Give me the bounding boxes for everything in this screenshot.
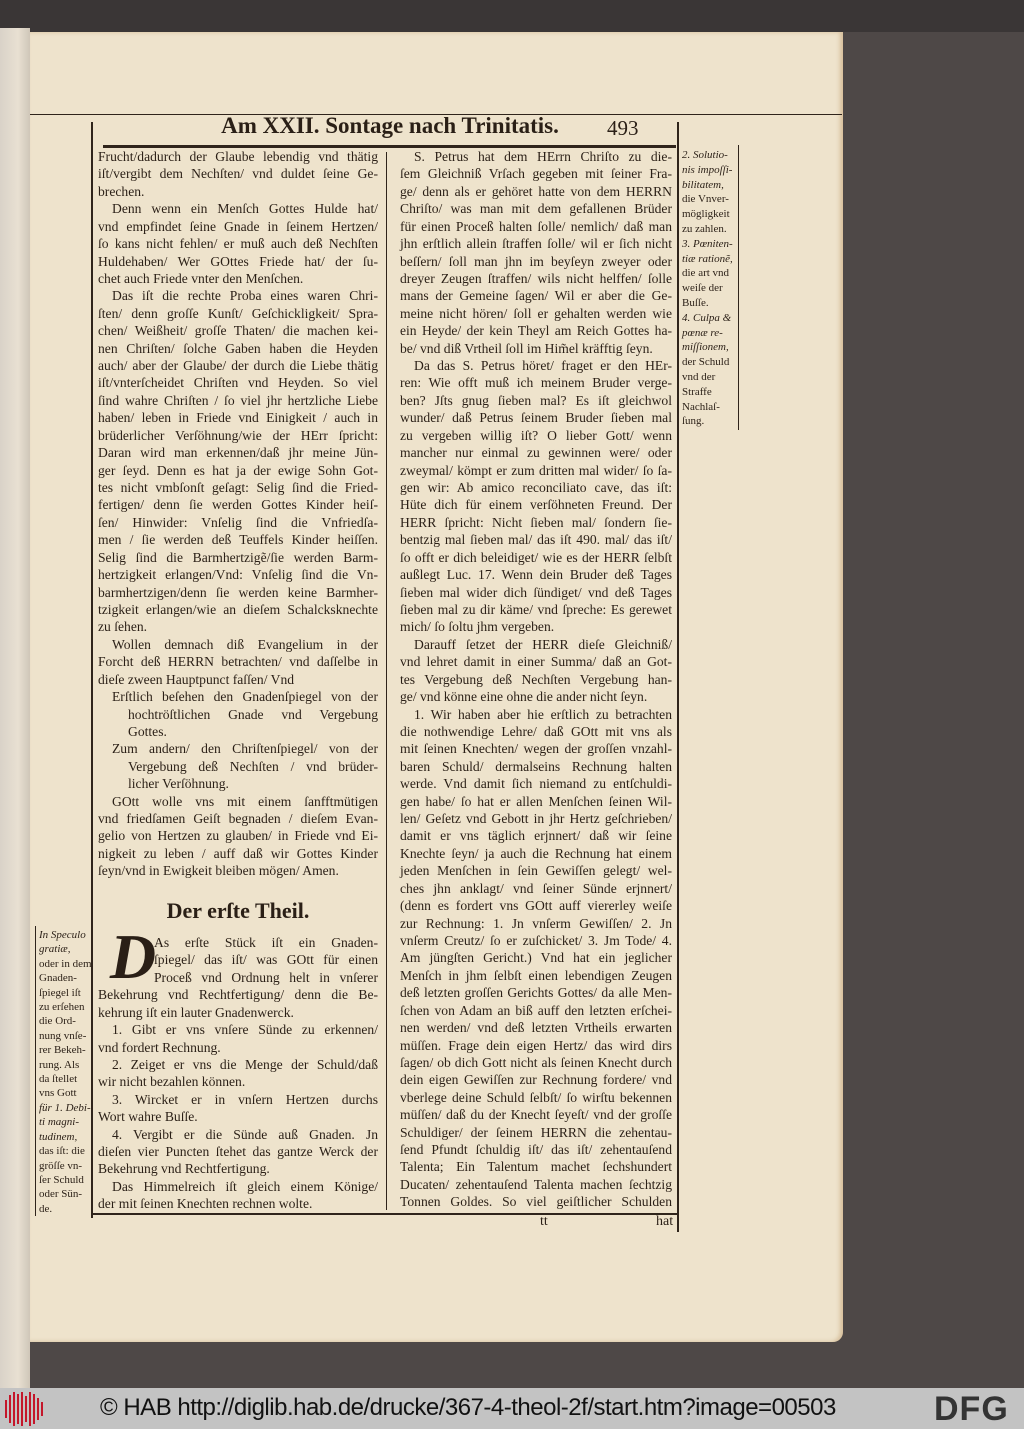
text-line: Menſch in jhm ſelbſt einen lebendigen Zeugen: [400, 967, 672, 983]
text-line: kehrung iſt ein lauter Gnadenwerck.: [98, 1004, 294, 1020]
text-line: ſend Pfundt ſchuldig iſt/ das iſt/ zehentauſend: [400, 1142, 672, 1158]
text-line: chen/ Weißheit/ groſſe Thaten/ die machen kei-: [98, 323, 378, 339]
text-line: gelio von Hertzen zu glauben/ in Friede vnd Ei-: [98, 828, 378, 844]
text-line: Chriſto/ was man mit dem gefallenen Brüder: [400, 201, 672, 217]
text-line: Das Himmelreich iſt gleich einem Könige/: [112, 1178, 378, 1194]
text-line: ſo offt er dich beleidiget/ wie es der HERR ſelbſt: [400, 549, 672, 565]
margin-note-line: ſpiegel iſt: [39, 986, 81, 999]
text-line: nen werden/ vnd deß letzten Vrtheils erwarten: [400, 1020, 672, 1036]
margin-note-line: rer Bekeh-: [39, 1044, 86, 1057]
margin-note-line: tudinem,: [39, 1130, 78, 1143]
margin-note-line: da ſtellet: [39, 1073, 78, 1086]
text-line: beſſern/ ſoll man jhn im beyſeyn zweyer oder: [400, 253, 672, 269]
text-line: tes nicht vmbſonſt geſagt: Selig ſind die Fried-: [98, 480, 378, 496]
text-line: vnd lehret damit in einer Summa/ daß an Got-: [400, 654, 672, 670]
text-line: ben? Jſts gnug ſieben mal? Es iſt gleichwol: [400, 392, 672, 408]
margin-note-line: mögligkeit: [682, 208, 730, 221]
text-line: haben/ leben in Friede vnd Einigkeit / auch in: [98, 410, 378, 426]
text-line: ſo kans nicht fehlen/ er muß auch deß Nechſten: [98, 236, 378, 252]
margin-note-line: pœnæ re-: [682, 326, 723, 339]
text-line: ge/ vnd könne eine ohne die ander nicht ſeyn.: [400, 689, 648, 705]
text-line: zu ſehen.: [98, 619, 148, 635]
text-line: ſieben mal wider dich ſündiget/ vnd deß Tages: [400, 584, 672, 600]
left-column-text: [98, 148, 378, 880]
text-line: Bekehrung vnd Rechtfertigung.: [98, 1161, 270, 1177]
text-line: iſt/vnterſcheidet Chriſten vnd Heyden. So viel: [98, 375, 378, 391]
text-line: As erſte Stück iſt ein Gnaden-: [154, 935, 378, 950]
catchword: hat: [656, 1214, 674, 1229]
margin-note-line: vns Gott: [39, 1087, 77, 1100]
text-line: ſem Gleichniß Vrſach gegeben mit ſeiner Fra-: [400, 166, 672, 182]
dfg-logo: DFG: [934, 1390, 1009, 1428]
scan-background-top: [0, 0, 1024, 32]
text-line: wir nicht bezahlen können.: [98, 1074, 246, 1090]
text-line: Tonnen Goldes. So viel geiſtlicher Schulden: [400, 1194, 672, 1210]
text-line: Denn wenn ein Menſch Gottes Hulde hat/: [112, 201, 378, 217]
margin-note-line: de.: [39, 1202, 53, 1215]
previous-page-edge: [0, 28, 30, 1388]
text-line: meine nicht hören/ ſoll er gehalten werden wie: [400, 305, 672, 321]
text-line: mans der Gemeine ſagen/ Wil er aber die Ge-: [400, 288, 672, 304]
text-line: jeden Menſchen in ſein Gewiſſen gelegt/ wel-: [400, 863, 672, 879]
text-line: Hüte dich für einem verſöhneten Freund. Der: [400, 497, 672, 513]
hab-logo-icon: [5, 1392, 47, 1426]
right-frame-rule: [677, 122, 679, 1232]
text-line: Schuldiger/ der ſeinem HERRN die zehentau-: [400, 1124, 672, 1140]
text-line: iſt/vergibt dem Nechſten/ vnd duldet ſeine Ge-: [98, 166, 378, 182]
margin-note-line: 4. Culpa &: [682, 311, 732, 324]
text-line: zu vergeben willig iſt? O lieber Gott/ wenn: [400, 427, 672, 443]
text-line: damit er vns täglich erjnnert/ daß wir ſeine: [400, 828, 672, 844]
text-line: licher Verſöhnung.: [128, 776, 229, 792]
text-line: ſten/ denn groſſe Kunſt/ Geſchickligkeit/ Spra-: [98, 305, 378, 321]
margin-note-line: tiæ rationẽ,: [682, 252, 733, 265]
text-line: hertzigkeit erlangen/Vnd: Vnſelig ſind die Vn-: [98, 567, 378, 583]
text-line: Knechte ſeyn/ ja auch die Rechnung hat einem: [400, 845, 672, 861]
text-line: brechen.: [98, 183, 145, 199]
text-line: 4. Vergibt er die Sünde auß Gnaden. Jn: [112, 1126, 378, 1142]
text-line: GOtt wolle vns mit einem ſanfftmütigen: [112, 793, 378, 809]
text-line: Das iſt die rechte Proba eines waren Chri-: [112, 288, 378, 304]
margin-note-line: ſung.: [682, 415, 705, 428]
margin-note-line: nung vnſe-: [39, 1029, 87, 1042]
text-line: ger ſeyd. Denn es hat ja der ewige Sohn Got-: [98, 462, 378, 478]
margin-note-line: nis impoſſi-: [682, 163, 733, 176]
text-line: fertigen/ denn ſie werden Gottes Kinder heiſ-: [98, 497, 378, 513]
margin-note-line: vnd der: [682, 370, 716, 383]
margin-note-line: die art vnd: [682, 267, 730, 280]
text-line: gen habe/ ſo hat er allen Menſchen ſeinen Wil-: [400, 793, 672, 809]
text-line: Selig ſind die Barmhertzigẽ/ſie werden Barm-: [98, 549, 378, 565]
margin-note-line: zu zahlen.: [682, 222, 727, 235]
text-line: 1. Wir haben aber hie erſtlich zu betrachten: [414, 706, 672, 722]
text-line: Darauff ſetzet der HERR dieſe Gleichniß/: [414, 636, 672, 652]
text-line: vnd fordert Rechnung.: [98, 1039, 221, 1055]
text-line: 3. Wircket er in vnſern Hertzen durchs: [112, 1091, 378, 1107]
text-line: mit ſeinen Knechten/ wegen der groſſen vnzahl-: [400, 741, 672, 757]
text-line: vnſerm Creutz/ ſo er zuſchicket/ 3. Jm Tode/ 4.: [400, 932, 672, 948]
text-line: mancher nur einmal zu gewinnen were/ oder: [400, 445, 672, 461]
right-margin-note: [682, 148, 733, 429]
text-line: (denn es fordert vns GOtt auff viererley weiſe: [400, 898, 672, 914]
text-line: dein eigen Gewiſſen zur Rechnung fordere/ vnd: [400, 1072, 672, 1088]
text-line: tzigkeit erlangen/wie an dieſem Schalcksknechte: [98, 601, 378, 617]
text-line: mich/ ſo ſoltu jhm vergeben.: [400, 619, 555, 635]
text-line: der mit ſeinen Knechten rechnen wolte.: [98, 1196, 313, 1212]
margin-note-line: gratiæ,: [39, 943, 71, 956]
margin-note-line: miſſionem,: [682, 341, 729, 354]
text-line: ſeyn/vnd in Ewigkeit bleiben mögen/ Amen.: [98, 863, 339, 879]
text-line: müſſen/ daß du der Knecht ſeyeſt/ vnd der groſſe: [400, 1107, 672, 1123]
text-line: Vergebung deß Nechſten / vnd brüder-: [128, 758, 378, 774]
text-line: bentzig mal ſieben mal/ das iſt 490. mal/ das iſt/: [400, 532, 672, 548]
left-note-rule: [35, 926, 36, 1216]
text-line: deß letzten groſſen Gerichts Gottes/ da alle Men-: [400, 985, 672, 1001]
text-line: baren Schuld/ dermalseins Rechnung halten: [400, 758, 672, 774]
text-line: nen Chriſten/ ſolche Gaben haben die Heyden: [98, 340, 378, 356]
left-margin-note: [39, 928, 92, 1216]
text-line: ren: Wie offt muß ich meinem Bruder verge-: [400, 375, 672, 391]
text-line: Bekehrung vnd Rechtfertigung/ denn die Be-: [98, 987, 378, 1003]
text-line: ſagen/ ob dich Gott nicht als ſeinen Knecht durch: [400, 1054, 672, 1070]
text-line: ſieben mal zu dir käme/ vnd ſpreche: Es gerewet: [400, 601, 672, 617]
margin-note-line: In Speculo: [39, 929, 86, 941]
right-column-text: [400, 148, 672, 1211]
text-line: wunder/ daß Petrus ſeinem Bruder ſieben mal: [400, 410, 672, 426]
text-line: barmhertzigen/denn ſie werden keine Barmher-: [98, 584, 378, 600]
margin-note-line: 3. Pœniten-: [682, 237, 733, 250]
text-line: nigkeit zu leben / auff daß wir Gottes Kinder: [98, 845, 378, 861]
text-line: Huldehaben/ Wer GOttes Friede hat/ der ſu-: [98, 253, 378, 269]
drop-cap-initial: D: [109, 921, 157, 992]
text-line: Wort wahre Buſſe.: [98, 1109, 198, 1125]
text-line: S. Petrus hat dem HErrn Chriſto zu die-: [414, 149, 672, 164]
column-divider: [386, 152, 387, 1210]
text-line: Ducaten/ zehentauſend Talenta machen ſechtzig: [400, 1176, 672, 1192]
text-line: ſen/ Hinwider: Vnſelig ſind die Vnfriedſa-: [98, 514, 378, 530]
text-line: Daran wird man erkennen/daß jhr meine Jün-: [98, 445, 378, 461]
running-head: Am XXII. Sontage nach Trinitatis.: [221, 113, 559, 138]
text-line: Wollen demnach diß Evangelium in der: [112, 636, 378, 652]
margin-note-line: die Vnver-: [682, 193, 729, 206]
margin-note-line: bilitatem,: [682, 178, 724, 191]
margin-note-line: der Schuld: [682, 356, 730, 369]
text-line: vberlege deine Schuld ſelbſt/ ſo wirſtu bekennen: [400, 1089, 672, 1105]
margin-note-line: Buſſe.: [682, 296, 709, 309]
text-line: Proceß vnd Ordnung helt in vnſerer: [154, 969, 378, 985]
margin-note-line: für 1. Debi-: [39, 1101, 91, 1114]
text-line: 2. Zeiget er vns die Menge der Schuld/daß: [112, 1056, 378, 1072]
margin-note-line: Gnaden-: [39, 972, 77, 985]
margin-note-line: oder in dem: [39, 957, 92, 970]
text-line: tes Vergebung deß Nechſten Vergebung han-: [400, 671, 672, 687]
text-line: außlegt Luc. 17. Wenn dein Bruder deß Tages: [400, 567, 672, 583]
text-line: hochtröſtlichen Gnade vnd Vergebung: [128, 706, 378, 722]
text-line: vnd empfindet ſeine Gnade in ſeinem Hertzen/: [98, 218, 378, 234]
margin-note-line: Straffe: [682, 385, 712, 398]
text-line: Erſtlich beſehen den Gnadenſpiegel von der: [112, 689, 378, 705]
text-line: auch/ aber der Glaube/ der durch die Liebe thätig: [98, 358, 378, 374]
copyright-url[interactable]: © HAB http://diglib.hab.de/drucke/367-4-theol-2f/start.htm?image=00503: [100, 1394, 836, 1421]
text-line: ſpiegel/ das iſt/ was GOtt für einen: [154, 952, 378, 968]
text-line: werde. Vnd damit ſich niemand zu entſchuldi-: [400, 776, 672, 792]
text-line: vnd friedſamen Geiſt begnaden / dieſem Evan-: [98, 811, 378, 827]
text-line: Zum andern/ den Chriſtenſpiegel/ von der: [112, 741, 378, 757]
text-line: dreyer Zeugen ſtraffen/ wils nicht helffen/ ſolle: [400, 270, 672, 286]
text-line: müſſen. Frage dein eigen Hertz/ das wird dirs: [400, 1037, 672, 1053]
text-line: ein Heyde/ der kein Theyl am Reich Gottes ha-: [400, 323, 672, 339]
text-line: zweymal/ kömpt er zum dritten mal wider/ ſo ſa-: [400, 462, 672, 478]
margin-note-line: oder Sün-: [39, 1188, 83, 1201]
footer-bar: [0, 1388, 1024, 1429]
section-heading: Der erſte Theil.: [166, 898, 310, 923]
text-line: dieſe zween Hauptpunct faſſen/ Vnd: [98, 671, 295, 687]
text-line: Am jüngſten Gericht.) Vnd hat ein jeglicher: [400, 950, 672, 966]
text-line: ſind wahre Chriſten / ſo viel jhr hertzliche Liebe: [98, 392, 378, 408]
margin-note-line: die Ord-: [39, 1015, 76, 1028]
margin-note-line: ti magni-: [39, 1116, 80, 1129]
text-line: gen wir: Ab amico reconciliato cave, das iſt:: [400, 480, 672, 496]
text-line: dieſen vier Puncten ſtehet das gantze Werck der: [98, 1144, 378, 1160]
margin-note-line: 2. Solutio-: [682, 149, 728, 161]
text-line: Da das S. Petrus höret/ fraget er den HEr-: [414, 358, 672, 374]
section-text: [98, 934, 378, 1213]
text-line: Frucht/dadurch der Glaube lebendig vnd thätig: [98, 149, 378, 164]
margin-note-line: Nachlaſ-: [682, 400, 720, 413]
text-line: len/ Geſetz vnd Gebott in jhr Hertz geſchrieben/: [400, 811, 672, 827]
text-line: jhn erſtlich allein ſtraffen ſolle/ wil er ſich nicht: [400, 236, 672, 252]
text-line: ſchen von Adam an biß auff den letzten erſchei-: [400, 1002, 672, 1018]
margin-note-line: weiſe der: [682, 282, 723, 295]
margin-note-line: das iſt: die: [39, 1145, 85, 1158]
text-line: Talenta; Ein Talentum machet ſechshundert: [400, 1159, 672, 1175]
text-line: für einen Proceß halten ſolle/ nemlich/ daß man: [400, 218, 672, 234]
text-line: men / ſie werden deß Teuffels Kinder heiſſen.: [98, 532, 378, 548]
text-line: die nothwendige Lehre/ daß GOtt mit vns als: [400, 723, 672, 739]
signature-mark: tt: [540, 1214, 548, 1229]
margin-note-line: ſer Schuld: [39, 1173, 84, 1186]
text-line: ge/ denn als er gehöret hatte von dem HERRN: [400, 183, 672, 199]
text-line: Gottes.: [128, 723, 167, 739]
bottom-rule: [92, 1213, 678, 1215]
page-number: 493: [607, 116, 639, 140]
text-line: be/ vnd diß Vrtheil ſoll im Him̃el kräfftig ſeyn.: [400, 340, 653, 356]
text-line: zur Rechnung: 1. Jn vnſerm Gewiſſen/ 2. Jn: [400, 915, 672, 931]
text-line: ches jhn anklagt/ vnd ſeiner Sünde erjnnert/: [400, 880, 672, 896]
text-line: HERR ſpricht: Nicht ſieben mal/ ſondern ſie-: [400, 514, 672, 530]
text-line: brüderlicher Verſöhnung/wie der HErr ſpricht:: [98, 427, 378, 443]
margin-note-line: rung. Als: [39, 1058, 80, 1071]
text-line: chet auch Friede vnter den Menſchen.: [98, 270, 304, 286]
margin-note-rule: [738, 145, 739, 430]
text-line: Forcht deß HERRN betrachten/ vnd daſſelbe in: [98, 654, 378, 670]
margin-note-line: zu erſehen: [39, 1001, 85, 1014]
text-line: 1. Gibt er vns vnſere Sünde zu erkennen/: [112, 1022, 378, 1038]
margin-note-line: gröſſe vn-: [39, 1159, 83, 1172]
